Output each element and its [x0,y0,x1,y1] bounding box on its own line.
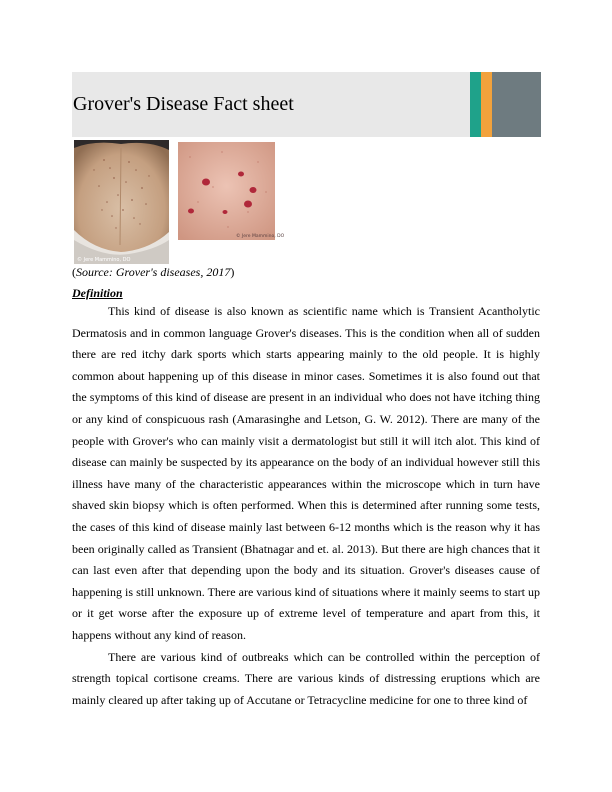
closeup-photo-watermark: © Jere Mammino, DO [236,234,285,239]
caption-source: Source: Grover's diseases, 2017 [76,265,231,279]
paragraph: There are various kind of outbreaks which can be controlled within the perception of strength topical cortisone creams. There are various kinds of distressing eruptions which are mainly cleared up after taking up of Accutane or Tetracycline medicine for one to three kind of [72,649,540,707]
paragraph: This kind of disease is also known as scientific name which is Transient Acantholytic Dermatosis and in common language Grover's diseases. This is the condition when all of sudden there are red itchy dark sports which starts appearing mainly to the old people. It is highly common about happening up of this disease in minor cases. Sometimes it is also found out that the symptoms of this kind of disease are present in an individual who does not have itching thing or any kind of conspicuous rash (Amarasinghe and Letson, G. W. 2012). There are many of the people with Grover's who can mainly visit a dermatologist but still it will itch alot. This kind of disease can mainly be suspected by its appearance on the body of an individual however still this illness have many of the characteristic appearances within the microscope which in turn have shaved skin biopsy which is often performed. When this is determined after running some tests, the cases of this kind of disease mainly last between 6-12 months which is the reason why it has been originally called as Transient (Bhatnagar and et. al. 2013). But there are high chances that it can last even after that depending upon the body and its situation. Grover's diseases cause of happening is still unknown. There are various kind of situations where it mainly seems to start up or it get worse after the exposure up of extreme level of temperature and apart from this, it happens without any kind of reason. [72,304,540,642]
page-title: Grover's Disease Fact sheet [73,93,294,115]
papules-closeup-photo [178,142,285,240]
accent-stripe-orange [481,72,492,137]
accent-stripe-slate [492,72,541,137]
accent-stripe-teal [470,72,481,137]
image-caption: (Source: Grover's diseases, 2017) [72,265,235,279]
definition-body [72,301,540,711]
back-rash-photo [74,140,169,264]
section-heading-definition: Definition [72,286,123,300]
back-photo-watermark: © Jere Mammino, DO [77,257,131,263]
